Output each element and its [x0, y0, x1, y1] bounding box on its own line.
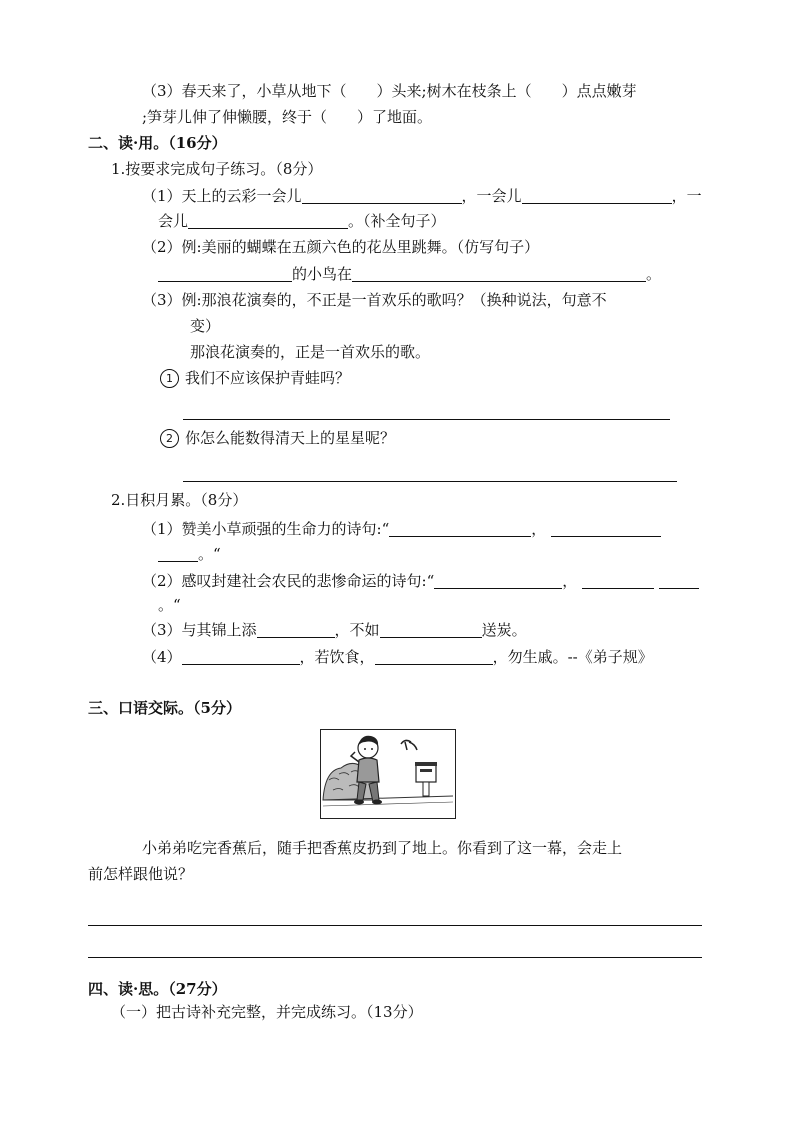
q3-line-1: （3）春天来了，小草从地下（ ）头来;树木在枝条上（ ）点点嫩芽	[142, 82, 637, 100]
blank[interactable]	[257, 621, 335, 638]
boy-banana-illustration	[320, 729, 456, 819]
dizigui-text-c: ，勿生戚。--《弟子规》	[492, 648, 653, 666]
section-2-title: 二、读·用。（16分）	[88, 134, 227, 152]
sentence-1-text-a: （1）天上的云彩一会儿	[142, 187, 302, 205]
idiom-text-c: 送炭。	[481, 621, 527, 639]
section-4-subheading: （一）把古诗补充完整，并完成练习。（13分）	[111, 1003, 423, 1021]
poem-1-line-1	[142, 519, 661, 539]
blank[interactable]	[434, 572, 562, 589]
poem-1-text-c: 。“	[198, 545, 221, 563]
circled-number: 1	[160, 369, 179, 388]
sentence-2-text-b: 的小鸟在	[292, 265, 353, 283]
idiom-text-b: ，不如	[334, 621, 380, 639]
answer-line[interactable]	[183, 481, 677, 482]
blank[interactable]	[182, 648, 300, 665]
oral-prompt-line-2: 前怎样跟他说？	[88, 865, 194, 883]
sentence-1-line-2	[158, 211, 446, 231]
poem-2-line-2: 。“	[158, 596, 181, 614]
blank[interactable]	[551, 520, 661, 537]
circled-item-2	[160, 428, 395, 448]
blank[interactable]	[375, 648, 493, 665]
blank[interactable]	[389, 520, 531, 537]
blank[interactable]	[158, 265, 292, 282]
blank[interactable]	[352, 265, 646, 282]
circled-item-2-text: 你怎么能数得清天上的星星呢？	[185, 429, 396, 447]
poem-2-line-1	[142, 571, 699, 591]
blank[interactable]	[158, 545, 198, 562]
idiom-line	[142, 620, 527, 640]
poem-2-text-a: （2）感叹封建社会农民的悲惨命运的诗句:“	[142, 572, 435, 590]
answer-line[interactable]	[88, 925, 702, 926]
sentence-1-text-c: ，一	[671, 187, 702, 205]
circled-number: 2	[160, 429, 179, 448]
section-4-title: 四、读·思。（27分）	[88, 980, 227, 998]
blank[interactable]	[380, 621, 482, 638]
poem-1-text-b: ，	[531, 520, 547, 538]
blank[interactable]	[659, 572, 699, 589]
answer-line[interactable]	[88, 957, 702, 958]
sentence-3-line-1: （3）例:那浪花演奏的，不正是一首欢乐的歌吗？（换种说法，句意不	[142, 291, 607, 309]
part-1-heading: 1.按要求完成句子练习。（8分）	[111, 160, 323, 178]
blank[interactable]	[582, 572, 654, 589]
oral-prompt-line-1: 小弟弟吃完香蕉后，随手把香蕉皮扔到了地上。你看到了这一幕，会走上	[142, 839, 623, 857]
part-2-heading: 2.日积月累。（8分）	[111, 491, 248, 509]
section-3-title: 三、口语交际。（5分）	[88, 699, 241, 717]
illustration-drawing	[321, 730, 455, 818]
sentence-3-example: 那浪花演奏的，正是一首欢乐的歌。	[190, 343, 431, 361]
q3-line-2: ;笋芽儿伸了伸懒腰，终于（ ）了地面。	[142, 108, 433, 126]
idiom-text-a: （3）与其锦上添	[142, 621, 257, 639]
blank[interactable]	[302, 187, 462, 204]
sentence-2-line-2	[158, 264, 661, 284]
answer-line[interactable]	[183, 419, 670, 420]
sentence-1-line-1	[142, 186, 702, 206]
circled-item-1-text: 我们不应该保护青蛙吗？	[185, 369, 351, 387]
sentence-1-text-b: ，一会儿	[461, 187, 522, 205]
dizigui-line	[142, 647, 653, 667]
poem-2-text-b: ，	[562, 572, 578, 590]
sentence-1-text-d: 会儿	[158, 212, 189, 230]
dizigui-text-b: ，若饮食，	[299, 648, 375, 666]
sentence-3-line-2: 变）	[190, 317, 221, 335]
poem-1-text-a: （1）赞美小草顽强的生命力的诗句:“	[142, 520, 390, 538]
poem-1-line-2	[158, 544, 221, 564]
blank[interactable]	[188, 212, 348, 229]
circled-item-1	[160, 368, 350, 388]
sentence-2-text-c: 。	[646, 265, 662, 283]
sentence-2-line-1: （2）例:美丽的蝴蝶在五颜六色的花丛里跳舞。（仿写句子）	[142, 238, 540, 256]
dizigui-text-a: （4）	[142, 648, 182, 666]
sentence-1-text-e: 。（补全句子）	[348, 212, 446, 230]
blank[interactable]	[522, 187, 672, 204]
